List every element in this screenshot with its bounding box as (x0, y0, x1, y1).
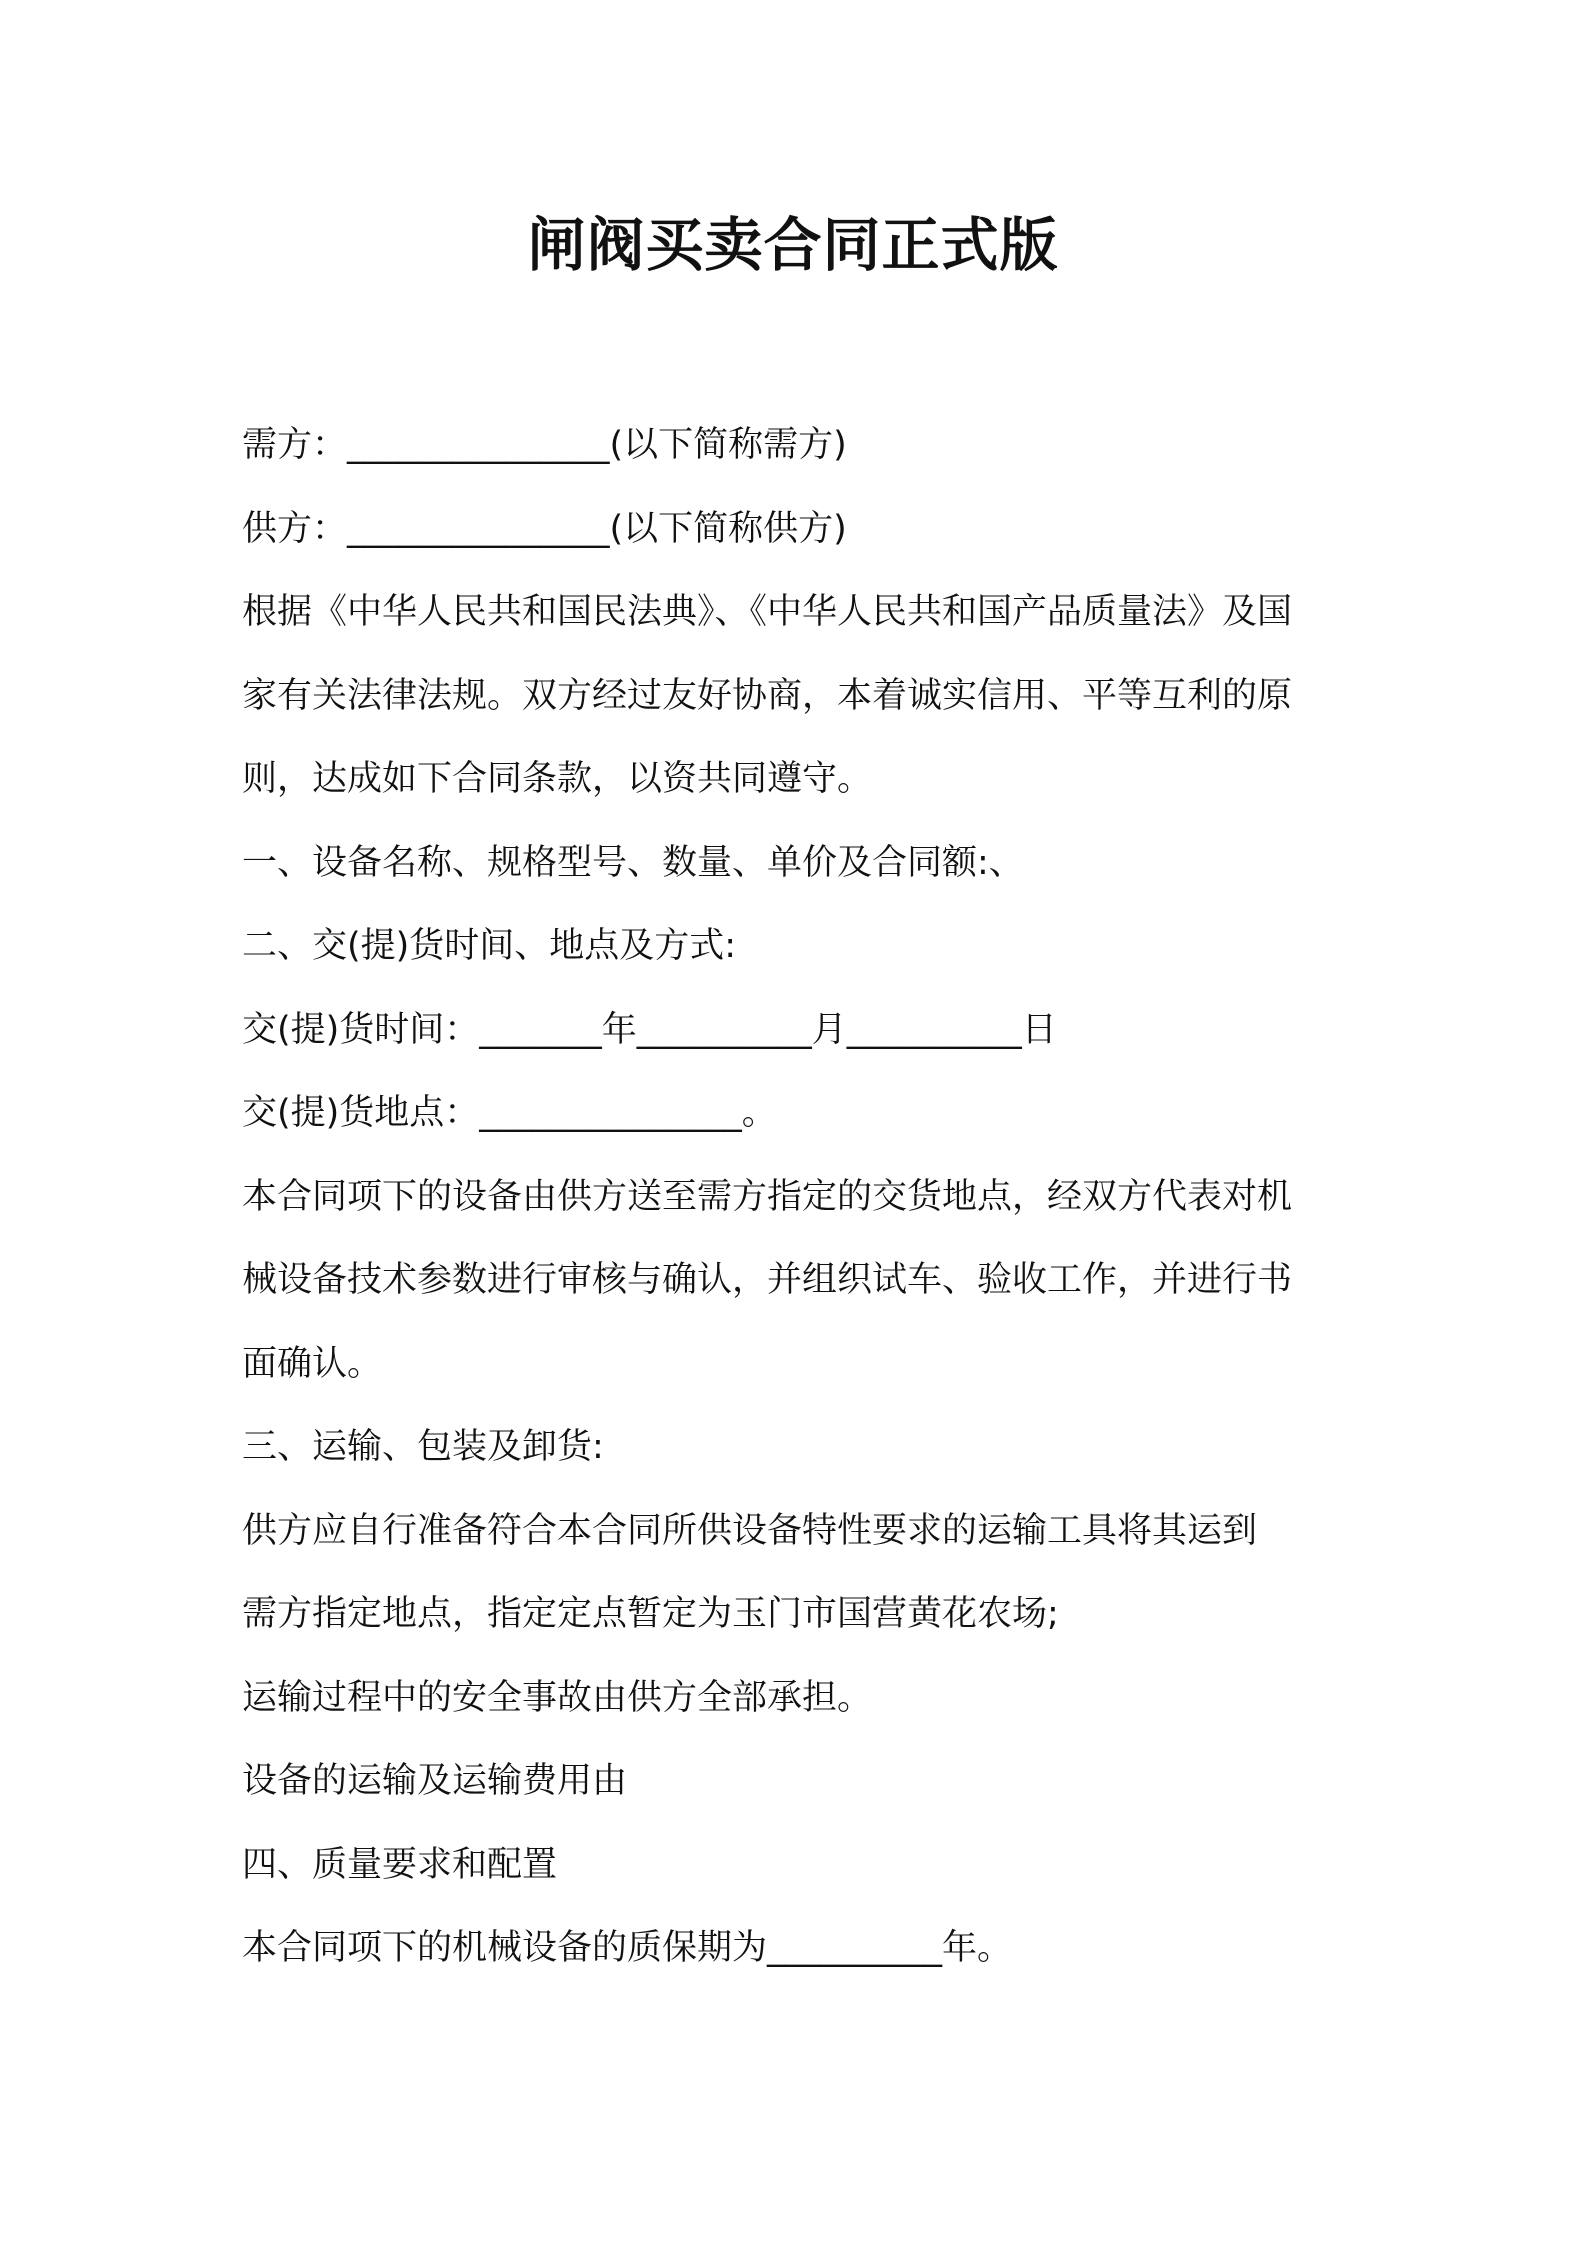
delivery-paragraph-line-2: 械设备技术参数进行审核与确认，并组织试车、验收工作，并进行书 (242, 1260, 1293, 1300)
section-four-heading: 四、质量要求和配置 (242, 1844, 558, 1885)
delivery-paragraph-line-3: 面确认。 (242, 1343, 383, 1384)
preamble-line-3: 则，达成如下合同条款，以资共同遵守。 (242, 759, 873, 799)
transport-paragraph-line-2: 需方指定地点，指定定点暂定为玉门市国营黄花农场; (242, 1594, 1059, 1634)
warranty-line: 本合同项下的机械设备的质保期为__________年。 (242, 1928, 1013, 1968)
preamble-line-2: 家有关法律法规。双方经过友好协商，本着诚实信用、平等互利的原 (242, 675, 1293, 716)
transport-paragraph-line-1: 供方应自行准备符合本合同所供设备特性要求的运输工具将其运到 (242, 1510, 1258, 1551)
section-one-heading: 一、设备名称、规格型号、数量、单价及合同额:、 (242, 842, 1024, 883)
transport-cost-line: 设备的运输及运输费用由 (242, 1761, 628, 1801)
section-two-heading: 二、交(提)货时间、地点及方式: (242, 926, 737, 966)
section-three-heading: 三、运输、包装及卸货: (242, 1427, 604, 1467)
document-body (242, 404, 1362, 1991)
delivery-paragraph-line-1: 本合同项下的设备由供方送至需方指定的交货地点，经双方代表对机 (242, 1176, 1293, 1217)
document-title: 闸阀买卖合同正式版 (527, 211, 1059, 279)
buyer-line: 需方：_______________(以下简称需方) (242, 425, 847, 465)
transport-safety-line: 运输过程中的安全事故由供方全部承担。 (242, 1677, 873, 1718)
delivery-place-line: 交(提)货地点：_______________。 (242, 1093, 777, 1133)
delivery-time-line: 交(提)货时间：_______年__________月__________日 (242, 1009, 1057, 1050)
supplier-line: 供方：_______________(以下简称供方) (242, 508, 847, 549)
preamble-line-1: 根据《中华人民共和国民法典》、《中华人民共和国产品质量法》及国 (242, 592, 1293, 632)
